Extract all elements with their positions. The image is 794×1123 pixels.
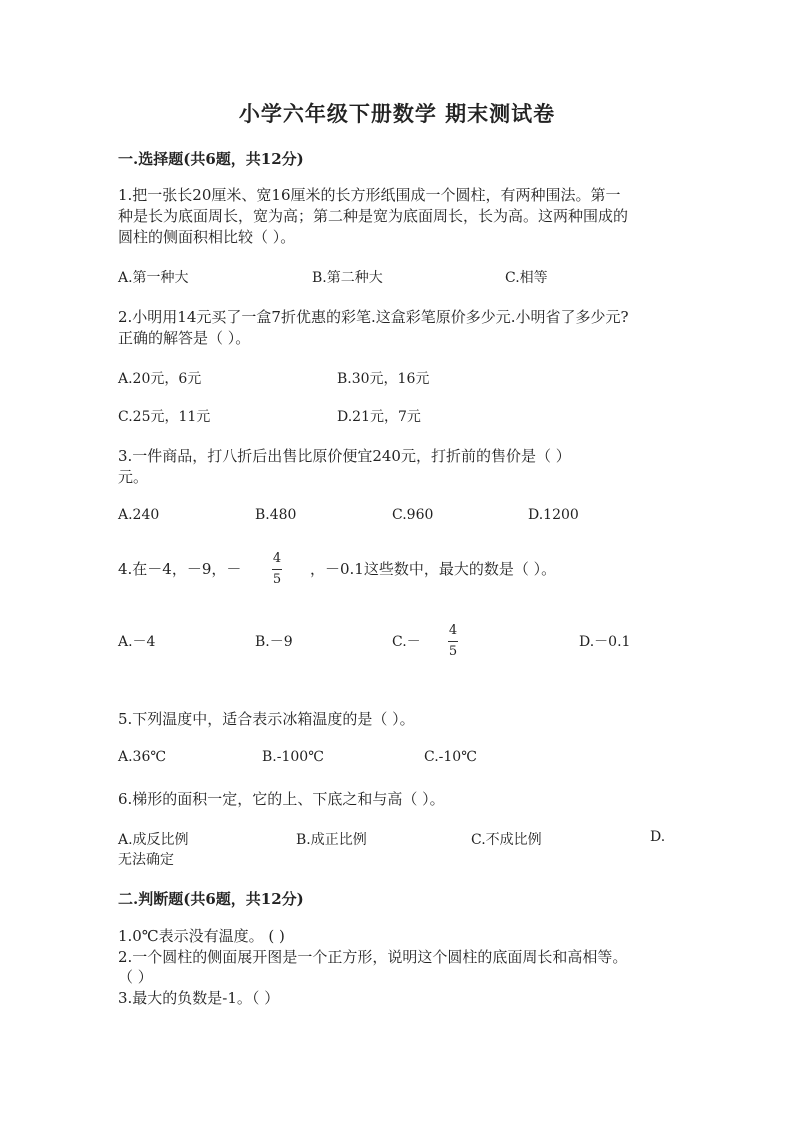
q2-option-c[interactable]: C.25元，11元: [118, 409, 211, 425]
section-heading-judgement: 二.判断题(共6题，共12分): [118, 890, 304, 908]
q3-option-a[interactable]: A.240: [118, 507, 160, 523]
q6-option-b[interactable]: B.成正比例: [296, 832, 367, 848]
q1-line-2: 种是长为底面周长，宽为高；第二种是宽为底面周长，长为高。这两种围成的: [118, 207, 629, 225]
section-heading-choice: 一.选择题(共6题，共12分): [118, 150, 304, 168]
j2-line-1: 2.一个圆柱的侧面展开图是一个正方形，说明这个圆柱的底面周长和高相等。: [118, 948, 628, 966]
q6-option-d[interactable]: D.: [650, 829, 666, 845]
q4-option-a[interactable]: A.－4: [118, 634, 156, 650]
q6-option-d-text: 无法确定: [118, 852, 174, 868]
q6-option-a[interactable]: A.成反比例: [118, 832, 189, 848]
q4-fraction-denominator: 5: [272, 572, 282, 587]
q2-option-a[interactable]: A.20元，6元: [118, 371, 202, 387]
q4-option-c-fraction: [448, 624, 458, 659]
q3-line-1: 3.一件商品，打八折后出售比原价便宜240元，打折前的售价是（ ）: [118, 447, 571, 465]
q4-prefix: 4.在－4，－9，－: [118, 560, 242, 578]
q4-fraction: [272, 552, 282, 587]
q1-line-3: 圆柱的侧面积相比较（ ）。: [118, 228, 296, 246]
q1-option-c[interactable]: C.相等: [505, 270, 548, 286]
q3-option-c[interactable]: C.960: [392, 507, 434, 523]
q3-option-d[interactable]: D.1200: [528, 507, 579, 523]
q2-line-2: 正确的解答是（ ）。: [118, 329, 251, 347]
q4-fraction-numerator: 4: [272, 551, 282, 566]
q5-option-c[interactable]: C.-10℃: [424, 749, 477, 765]
fraction-bar: [272, 569, 282, 570]
q4-option-c-numerator: 4: [448, 623, 458, 638]
q4-option-c-denominator: 5: [448, 644, 458, 659]
q4-option-d[interactable]: D.－0.1: [579, 634, 631, 650]
q5-line-1: 5.下列温度中，适合表示冰箱温度的是（ ）。: [118, 710, 415, 728]
q1-line-1: 1.把一张长20厘米、宽16厘米的长方形纸围成一个圆柱，有两种围法。第一: [118, 186, 621, 204]
q2-option-b[interactable]: B.30元，16元: [337, 371, 430, 387]
j2-line-2: （ ）: [118, 968, 153, 986]
q3-option-b[interactable]: B.480: [255, 507, 297, 523]
q3-line-2: 元。: [118, 468, 149, 486]
q1-option-a[interactable]: A.第一种大: [118, 270, 189, 286]
q4-suffix: ，－0.1这些数中，最大的数是（ ）。: [310, 560, 557, 578]
page-title: 小学六年级下册数学 期末测试卷: [238, 101, 556, 126]
q4-option-b[interactable]: B.－9: [255, 634, 293, 650]
q2-line-1: 2.小明用14元买了一盒7折优惠的彩笔.这盒彩笔原价多少元.小明省了多少元?: [118, 308, 629, 326]
q5-option-b[interactable]: B.-100℃: [262, 749, 324, 765]
q6-line-1: 6.梯形的面积一定，它的上、下底之和与高（ ）。: [118, 790, 445, 808]
fraction-bar: [448, 641, 458, 642]
q5-option-a[interactable]: A.36℃: [118, 749, 167, 765]
q2-option-d[interactable]: D.21元，7元: [337, 409, 421, 425]
q4-option-c[interactable]: C.－: [392, 634, 421, 650]
j3-line-1: 3.最大的负数是-1。（ ）: [118, 989, 280, 1007]
q6-option-c[interactable]: C.不成比例: [471, 832, 542, 848]
j1-line-1: 1.0℃表示没有温度。 ( ): [118, 927, 285, 945]
q1-option-b[interactable]: B.第二种大: [312, 270, 383, 286]
